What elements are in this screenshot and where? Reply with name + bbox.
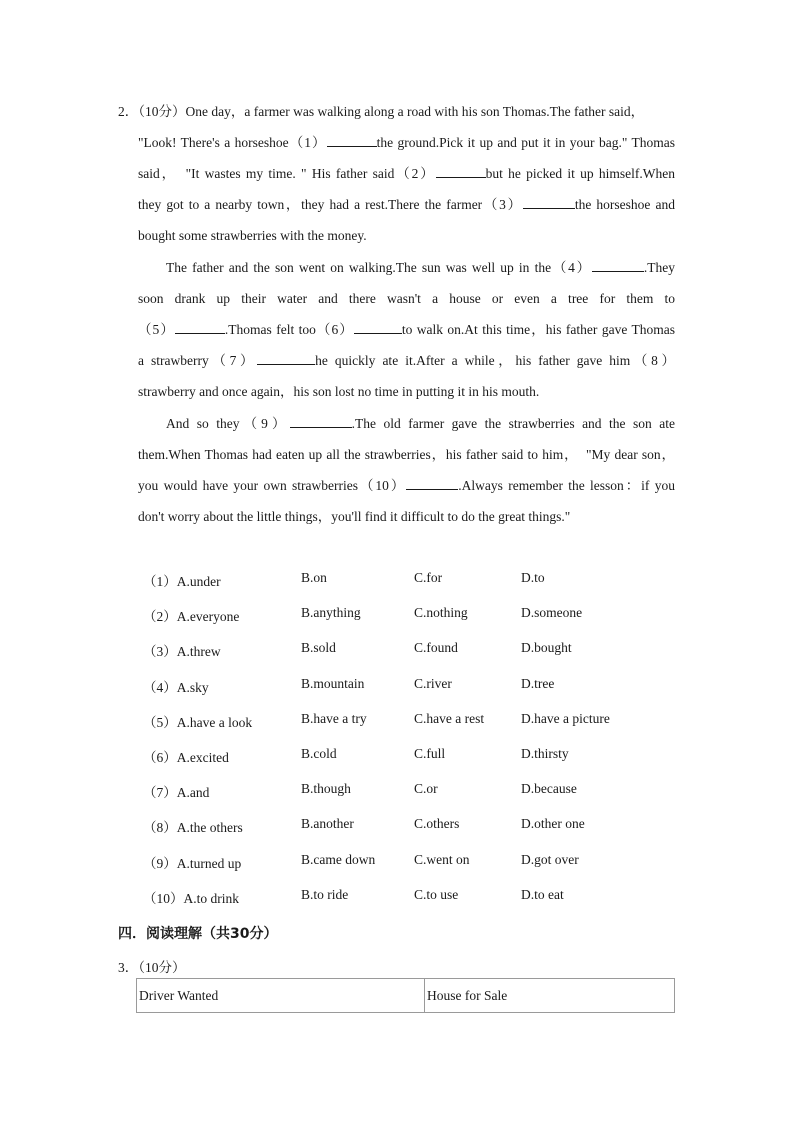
option-a[interactable]: （7）A.and: [143, 785, 210, 801]
blank-3[interactable]: [523, 195, 575, 209]
option-b[interactable]: B.another: [301, 816, 354, 832]
option-b[interactable]: B.have a try: [301, 710, 367, 726]
option-b[interactable]: B.anything: [301, 605, 361, 621]
option-a[interactable]: （3）A.threw: [143, 644, 221, 660]
option-b[interactable]: B.cold: [301, 745, 337, 761]
option-b[interactable]: B.to ride: [301, 886, 349, 902]
option-c[interactable]: C.for: [414, 570, 443, 585]
option-b[interactable]: B.on: [301, 570, 327, 585]
passage-line: you would have your own strawberries（10） .Always remember the lesson：if you: [138, 478, 675, 493]
option-c[interactable]: C.have a rest: [414, 710, 485, 726]
question-intro: One day，a farmer was walking along a road with his son Thomas.The father said，: [185, 104, 645, 119]
passage-line: said， "It wastes my time. " His father said（2） but he picked it up himself.When: [138, 166, 675, 181]
option-a[interactable]: （10）A.to drink: [143, 890, 239, 906]
option-c[interactable]: C.to use: [414, 886, 459, 902]
option-a[interactable]: （1）A.under: [143, 574, 221, 589]
passage-paragraph-1: [138, 127, 675, 251]
option-c[interactable]: C.full: [414, 745, 446, 761]
table-cell-driver-wanted: Driver Wanted: [137, 979, 425, 1013]
passage-line: them.When Thomas had eaten up all the strawberries，his father said to him， "My dear son，: [138, 447, 675, 462]
option-b[interactable]: B.mountain: [301, 675, 365, 691]
option-c[interactable]: C.found: [414, 640, 458, 656]
option-c[interactable]: C.or: [414, 781, 438, 797]
passage-line: （5） .Thomas felt too（6） to walk on.At this time，his father gave Thomas: [138, 322, 675, 337]
option-b[interactable]: B.came down: [301, 851, 376, 867]
blank-7[interactable]: [257, 351, 315, 365]
blank-9[interactable]: [290, 414, 352, 428]
option-a[interactable]: （2）A.everyone: [143, 609, 240, 625]
option-d[interactable]: D.to eat: [521, 886, 564, 902]
passage-line: "Look! There's a horseshoe（1） the ground.Pick it up and put it in your bag." Thomas: [138, 135, 675, 150]
table-cell-house-for-sale: House for Sale: [425, 979, 675, 1013]
option-d[interactable]: D.tree: [521, 675, 555, 691]
passage-line: And so they（9） .The old farmer gave the strawberries and the son ate: [166, 416, 675, 431]
option-b[interactable]: B.though: [301, 781, 351, 797]
option-d[interactable]: D.to: [521, 570, 545, 585]
passage-paragraph-2: [138, 252, 675, 407]
passage-line: don't worry about the little things，you'll find it difficult to do the great things.": [138, 509, 571, 524]
question-3-label: 3．（10分）: [118, 960, 186, 975]
option-c[interactable]: C.nothing: [414, 605, 468, 621]
option-a[interactable]: （8）A.the others: [143, 820, 243, 836]
option-c[interactable]: C.others: [414, 816, 460, 832]
section-4-title: 四．阅读理解（共30分）: [118, 926, 278, 942]
option-d[interactable]: D.because: [521, 781, 577, 797]
passage-line: they got to a nearby town，they had a rest.There the farmer（3） the horseshoe and: [138, 197, 675, 212]
option-a[interactable]: （9）A.turned up: [143, 855, 242, 871]
option-a[interactable]: （4）A.sky: [143, 679, 209, 695]
ads-table: [136, 978, 675, 1013]
passage-line: strawberry and once again，his son lost no time in putting it in his mouth.: [138, 384, 540, 399]
blank-10[interactable]: [406, 476, 458, 490]
question-2-header: [118, 103, 644, 121]
passage-line: soon drank up their water and there wasn't a house or even a tree for them to: [138, 291, 675, 306]
option-d[interactable]: D.have a picture: [521, 710, 610, 726]
passage-line: bought some strawberries with the money.: [138, 228, 367, 243]
blank-5[interactable]: [175, 320, 225, 334]
blank-1[interactable]: [327, 133, 377, 147]
passage-paragraph-3: [138, 408, 675, 532]
blank-2[interactable]: [436, 164, 486, 178]
option-b[interactable]: B.sold: [301, 640, 336, 656]
option-c[interactable]: C.river: [414, 675, 452, 691]
blank-4[interactable]: [592, 258, 644, 272]
option-d[interactable]: D.thirsty: [521, 745, 569, 761]
question-score: （10分）: [138, 104, 186, 119]
option-d[interactable]: D.got over: [521, 851, 579, 867]
option-a[interactable]: （6）A.excited: [143, 749, 229, 765]
option-d[interactable]: D.someone: [521, 605, 583, 621]
option-d[interactable]: D.other one: [521, 816, 585, 832]
passage-line: The father and the son went on walking.The sun was well up in the（4） .They: [166, 260, 675, 275]
question-number: 2．: [118, 104, 139, 119]
table-row: [137, 979, 675, 1013]
passage-line: a strawberry（7） he quickly ate it.After a while，his father gave him（8）: [138, 353, 675, 368]
option-c[interactable]: C.went on: [414, 851, 470, 867]
option-a[interactable]: （5）A.have a look: [143, 714, 253, 730]
option-d[interactable]: D.bought: [521, 640, 572, 656]
blank-6[interactable]: [354, 320, 402, 334]
